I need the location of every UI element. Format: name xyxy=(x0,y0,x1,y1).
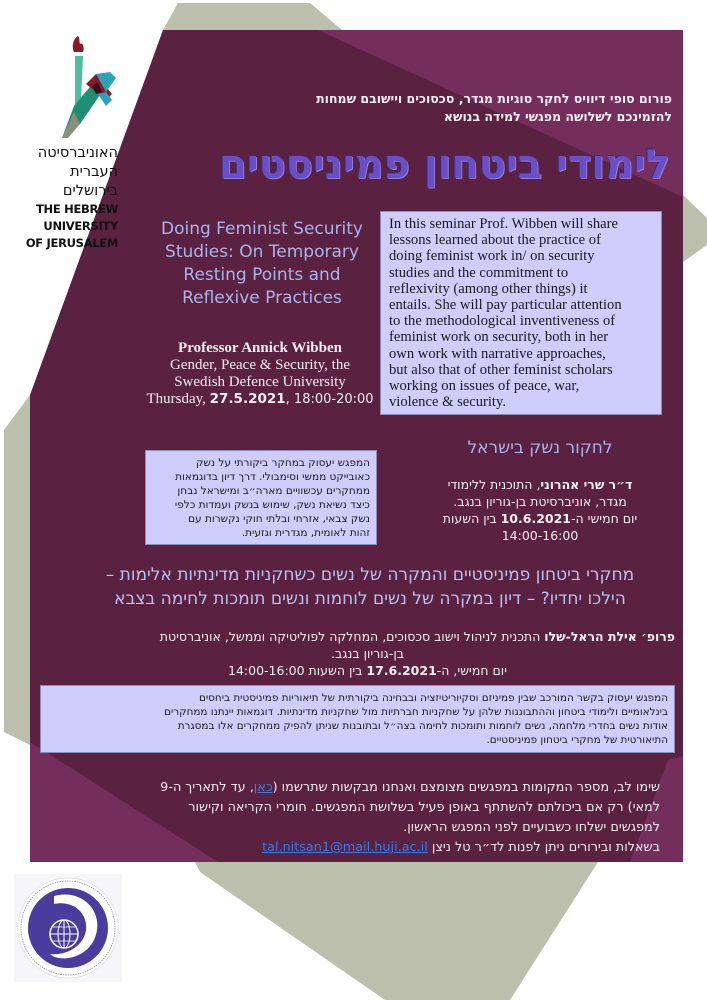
session1-affiliation-line: Swedish Defence University xyxy=(174,374,346,390)
abstract-line: doing feminist work in/ on security xyxy=(389,248,595,265)
logo-hebrew-line: האוניברסיטה xyxy=(37,145,118,161)
session2-date: 10.6.2021 xyxy=(500,511,571,526)
session2-time: 14:00-16:00 xyxy=(501,528,579,543)
notice-text: שימו לב, מספר המקומות במפגשים מצומצם ואנחנו מבקשות שתרשמו ( xyxy=(272,780,660,795)
abstract-line: כיצד נשיאת נשק, שימוש בנשק ועמדות כלפי xyxy=(174,499,370,511)
session3-title-line: הילכו יחדיו? – דיון במקרה של נשים לוחמות ונשים תומכות לחימה בצבא xyxy=(114,589,626,609)
session1-affiliation-line: Gender, Peace & Security, the xyxy=(169,357,351,373)
abstract-line: own work with narrative approaches, xyxy=(389,345,606,362)
session1-title-line: Resting Points and xyxy=(183,265,341,285)
session3-speaker-line xyxy=(60,628,675,645)
session1-time: , 18:00-20:00 xyxy=(285,392,374,407)
notice-text: , עד לתאריך ה-9 xyxy=(160,780,254,795)
session3-date-suffix: בין השעות 14:00-16:00 xyxy=(228,663,367,678)
logo-english-line: UNIVERSITY xyxy=(43,219,118,233)
notice-line-4 xyxy=(180,838,660,858)
session3-speaker-block xyxy=(60,628,675,679)
gray-top-trapezoid xyxy=(163,3,342,30)
logo-english-line: THE HEBREW xyxy=(36,202,118,216)
abstract-line: violence & security. xyxy=(389,394,506,411)
session3-date: 17.6.2021 xyxy=(366,663,437,678)
hebrew-university-logo xyxy=(0,30,130,250)
abstract-line: reflexivity (among other things) it xyxy=(389,280,588,297)
abstract-line: entails. She will pay particular attention xyxy=(389,297,622,314)
logo-hebrew-line: העברית xyxy=(70,164,118,180)
abstract-line: אודות נשים בחדרי מלחמה, נשים לוחמות ותומכות לחימה בצה״ל ובתובנות שניתן להפיק ממחקרים אלו במסגרת xyxy=(177,720,668,732)
session3-speaker-name: פרופ׳ אילת הראל-שלו xyxy=(544,629,675,644)
abstract-line: feminist work on security, both in her xyxy=(389,329,609,346)
session2-affiliation-line: מגדר, אוניברסיטת בן-גוריון בנגב. xyxy=(453,494,627,509)
abstract-line: המפגש יעסוק במחקר ביקורתי על נשק xyxy=(195,457,370,469)
intro-line: להזמינכם לשלושה מפגשי למידה בנושא xyxy=(443,109,672,124)
session1-abstract-box xyxy=(380,211,662,415)
abstract-line: working on issues of peace, war, xyxy=(389,378,580,395)
session3-title-line: מחקרי ביטחון פמיניסטיים והמקרה של נשים כשחקניות מדינתיות אלימות – xyxy=(105,565,635,585)
notice-line-1 xyxy=(160,778,660,798)
session1-title-line: Doing Feminist Security xyxy=(160,219,363,239)
abstract-line: התיאורטית של מחקרי ביטחון פמיניסטיים. xyxy=(486,734,668,746)
session2-speaker-line xyxy=(420,476,660,493)
session1-date-prefix: Thursday, xyxy=(146,391,210,407)
page-title: לימודי ביטחון פמיניסטים xyxy=(219,142,670,188)
notice-line-2: למאי) רק אם ביכולתם להשתתף באופן פעיל בשלושת המפגשים. חומרי הקריאה וקישור xyxy=(188,800,660,815)
session1-title xyxy=(146,218,378,310)
gray-right-wedge xyxy=(683,195,707,262)
sophie-davis-forum-logo xyxy=(14,874,122,982)
logo-hebrew-line: בירושלים xyxy=(62,183,118,199)
forum-intro xyxy=(250,90,672,126)
abstract-line: In this seminar Prof. Wibben will share xyxy=(389,216,618,232)
session2-date-line xyxy=(420,510,660,527)
session1-title-line: Studies: On Temporary xyxy=(165,242,359,262)
session2-title: לחקור נשק בישראל xyxy=(467,438,613,458)
university-emblem-icon xyxy=(58,34,122,142)
abstract-line: to the methodological inventiveness of xyxy=(389,313,616,330)
abstract-line: זהות לאומית, מגדרית וגזעית. xyxy=(241,527,370,539)
session1-speaker-block xyxy=(140,340,380,408)
registration-notice xyxy=(160,778,660,858)
abstract-line: studies and the commitment to xyxy=(389,264,569,281)
session3-affiliation-line: בן-גוריון בנגב. xyxy=(331,646,404,661)
abstract-line: בינלאומיים ולימודי ביטחון וההתבוננות שלהן על שחקניות חברתיות מול שחקניות מדינתיות. דוגמאות יינתנו ממחקרים xyxy=(164,706,668,718)
session2-abstract-box xyxy=(145,450,377,545)
session2-date-suffix: בין השעות xyxy=(442,511,501,526)
registration-link[interactable]: כאן xyxy=(253,780,273,795)
abstract-line: כאובייקט ממשי וסימבולי. דרך דיון בדוגמאות xyxy=(175,471,370,483)
session3-date-prefix: יום חמישי, ה- xyxy=(436,663,507,678)
session3-affiliation: התכנית לניהול וישוב סכסוכים, המחלקה לפוליטיקה וממשל, אוניברסיטת xyxy=(159,629,545,644)
contact-email-link[interactable]: tal.nitsan1@mail.huji.ac.il xyxy=(262,840,428,855)
session2-speaker-name: ד״ר שרי אהרוני xyxy=(540,477,633,492)
session2-speaker-block xyxy=(420,476,660,544)
session2-date-prefix: יום חמישי ה- xyxy=(571,511,638,526)
abstract-line: ממחקרים עכשוויים מארה״ב ומישראל נבחן xyxy=(177,485,370,497)
gray-bottom-shape xyxy=(195,862,598,1000)
session3-date-line xyxy=(60,662,675,679)
session3-abstract-box xyxy=(40,685,675,753)
logo-hebrew-name xyxy=(0,144,118,201)
abstract-line: but also that of other feminist scholars xyxy=(389,361,613,378)
logo-english-name xyxy=(0,201,118,252)
session3-title xyxy=(60,563,680,611)
abstract-line: lessons learned about the practice of xyxy=(389,232,601,249)
session2-affiliation: , התוכנית ללימודי xyxy=(447,477,541,492)
forum-emblem-icon xyxy=(14,874,122,982)
session1-date-line xyxy=(140,391,380,408)
notice-text: בשאלות ובירורים ניתן לפנות לד״ר טל ניצן xyxy=(427,840,660,855)
intro-line: פורום סופי דיוויס לחקר סוגיות מגדר, סכסוכים ויישובם שמחות xyxy=(316,91,672,106)
session1-date: 27.5.2021 xyxy=(209,391,286,407)
notice-line-3: למפגשים ישלחו כשבועיים לפני המפגש הראשון. xyxy=(403,820,660,835)
session1-speaker-name: Professor Annick Wibben xyxy=(178,340,342,356)
abstract-line: המפגש יעסוק בקשר המורכב שבין פמיניזם וסקיוריטיזציה ובבחינה ביקורתית של תיאוריות פמיניסטית ביחסים xyxy=(198,692,668,704)
gray-left-strip xyxy=(4,395,30,745)
abstract-line: נשק צבאי, אזרחי ובלתי חוקי נקשרות עם xyxy=(188,513,370,525)
session1-title-line: Reflexive Practices xyxy=(182,288,342,308)
logo-english-line: OF JERUSALEM xyxy=(25,236,118,250)
